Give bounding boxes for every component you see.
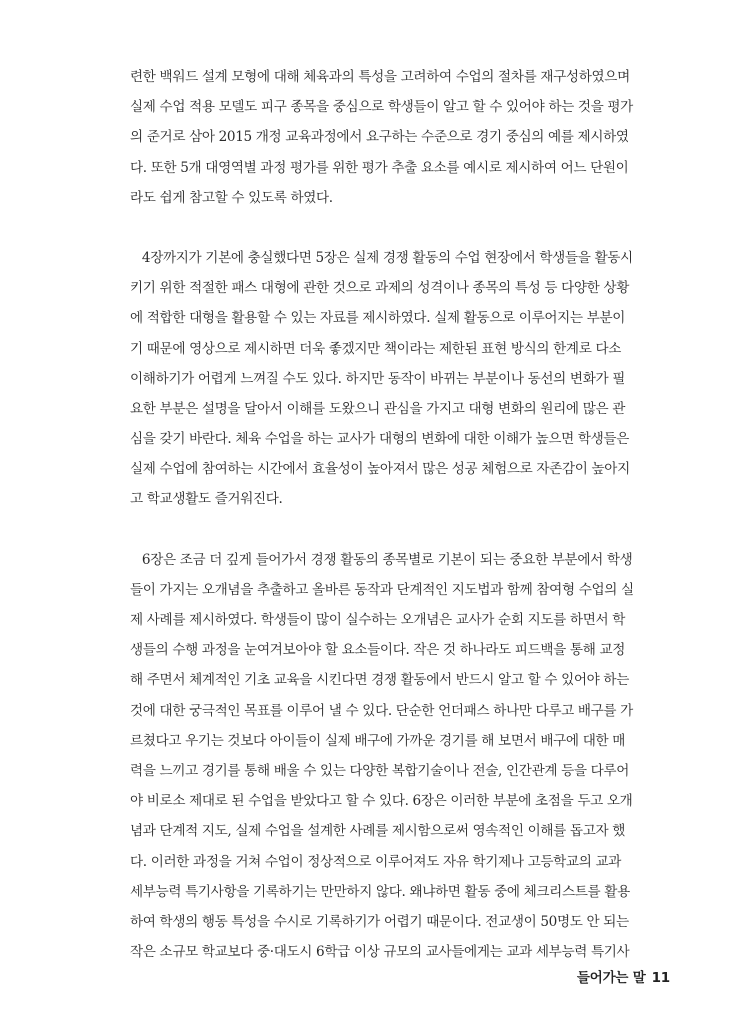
- page-footer: [577, 966, 670, 986]
- text-line: 념과 단계적 지도, 실제 수업을 설계한 사례를 제시함으로써 영속적인 이해를 돕고자 했: [130, 823, 626, 840]
- text-line: 련한 백워드 설계 모형에 대해 체육과의 특성을 고려하여 수업의 절차를 재구성하였으며: [130, 69, 630, 85]
- text-line: 라도 쉽게 참고할 수 있도록 하였다.: [130, 189, 333, 206]
- running-title: 들어가는 말: [576, 970, 646, 986]
- text-line: 실제 수업에 참여하는 시간에서 효율성이 높아져서 많은 성공 체험으로 자존감이 높아지: [130, 461, 630, 478]
- page-number: 11: [651, 970, 670, 986]
- text-line: 에 적합한 대형을 활용할 수 있는 자료를 제시하였다. 실제 활동으로 이루어지는 부분이: [130, 310, 626, 327]
- text-line: 요한 부분은 설명을 달아서 이해를 도왔으니 관심을 가지고 대형 변화의 원리에 많은 관: [130, 400, 626, 417]
- text-line: 생들의 수행 과정을 눈여겨보아야 할 요소들이다. 작은 것 하나라도 피드백을 통해 교정: [130, 642, 626, 659]
- text-line: 하여 학생의 행동 특성을 수시로 기록하기가 어렵기 때문이다. 전교생이 50명도 안 되는: [130, 913, 629, 930]
- text-line: 다. 이러한 과정을 거쳐 수업이 정상적으로 이루어져도 자유 학기제나 고등학교의 교과: [130, 853, 622, 870]
- text-line: 세부능력 특기사항을 기록하기는 만만하지 않다. 왜냐하면 활동 중에 체크리스트를 활용: [130, 883, 630, 900]
- text-line: 키기 위한 적절한 패스 대형에 관한 것으로 과제의 성격이나 종목의 특성 등 다양한 상황: [130, 280, 629, 297]
- text-line: 들이 가지는 오개념을 추출하고 올바른 동작과 단계적인 지도법과 함께 참여형 수업의 실: [130, 581, 634, 598]
- paragraph-gap: [130, 213, 674, 243]
- text-line: 기 때문에 영상으로 제시하면 더욱 좋겠지만 책이라는 제한된 표현 방식의 한계로 다소: [130, 340, 622, 357]
- text-line: 고 학교생활도 즐거워진다.: [130, 491, 283, 508]
- text-line: 심을 갖기 바란다. 체육 수업을 하는 교사가 대형의 변화에 대한 이해가 높으면 학생들은: [130, 431, 629, 448]
- text-line: 4장까지가 기본에 충실했다면 5장은 실제 경쟁 활동의 수업 현장에서 학생들을 활동시: [130, 249, 633, 266]
- text-line: 야 비로소 제대로 된 수업을 받았다고 할 수 있다. 6장은 이러한 부분에 초점을 두고 오개: [130, 793, 633, 810]
- text-line: 력을 느끼고 경기를 통해 배울 수 있는 다양한 복합기술이나 전술, 인간관계 등을 다루어: [130, 762, 629, 779]
- page-body: [130, 62, 674, 967]
- text-line: 다. 또한 5개 대영역별 과정 평가를 위한 평가 추출 요소를 예시로 제시하여 어느 단원이: [130, 159, 629, 176]
- paragraph-1: [130, 62, 674, 213]
- paragraph-gap: [130, 515, 674, 545]
- text-line: 것에 대한 궁극적인 목표를 이루어 낼 수 있다. 단순한 언더패스 하나만 다루고 배구를 가: [130, 702, 633, 719]
- text-line: 작은 소규모 학교보다 중·대도시 6학급 이상 규모의 교사들에게는 교과 세부능력 특기사: [130, 944, 630, 961]
- text-line: 르쳤다고 우기는 것보다 아이들이 실제 배구에 가까운 경기를 해 보면서 배구에 대한 매: [130, 732, 626, 749]
- text-line: 6장은 조금 더 깊게 들어가서 경쟁 활동의 종목별로 기본이 되는 중요한 부분에서 학생: [130, 551, 633, 568]
- text-line: 이해하기가 어렵게 느껴질 수도 있다. 하지만 동작이 바뀌는 부분이나 동선의 변화가 필: [130, 370, 626, 387]
- text-line: 의 준거로 삼아 2015 개정 교육과정에서 요구하는 수준으로 경기 중심의 예를 제시하였: [130, 129, 629, 146]
- text-line: 해 주면서 체계적인 기초 교육을 시킨다면 경쟁 활동에서 반드시 알고 할 수 있어야 하는: [130, 672, 629, 689]
- text-line: 실제 수업 적용 모델도 피구 종목을 중심으로 학생들이 알고 할 수 있어야 하는 것을 평가: [130, 99, 633, 116]
- paragraph-2: [130, 243, 674, 515]
- paragraph-3: [130, 545, 674, 968]
- text-line: 제 사례를 제시하였다. 학생들이 많이 실수하는 오개념은 교사가 순회 지도를 하면서 학: [130, 612, 626, 628]
